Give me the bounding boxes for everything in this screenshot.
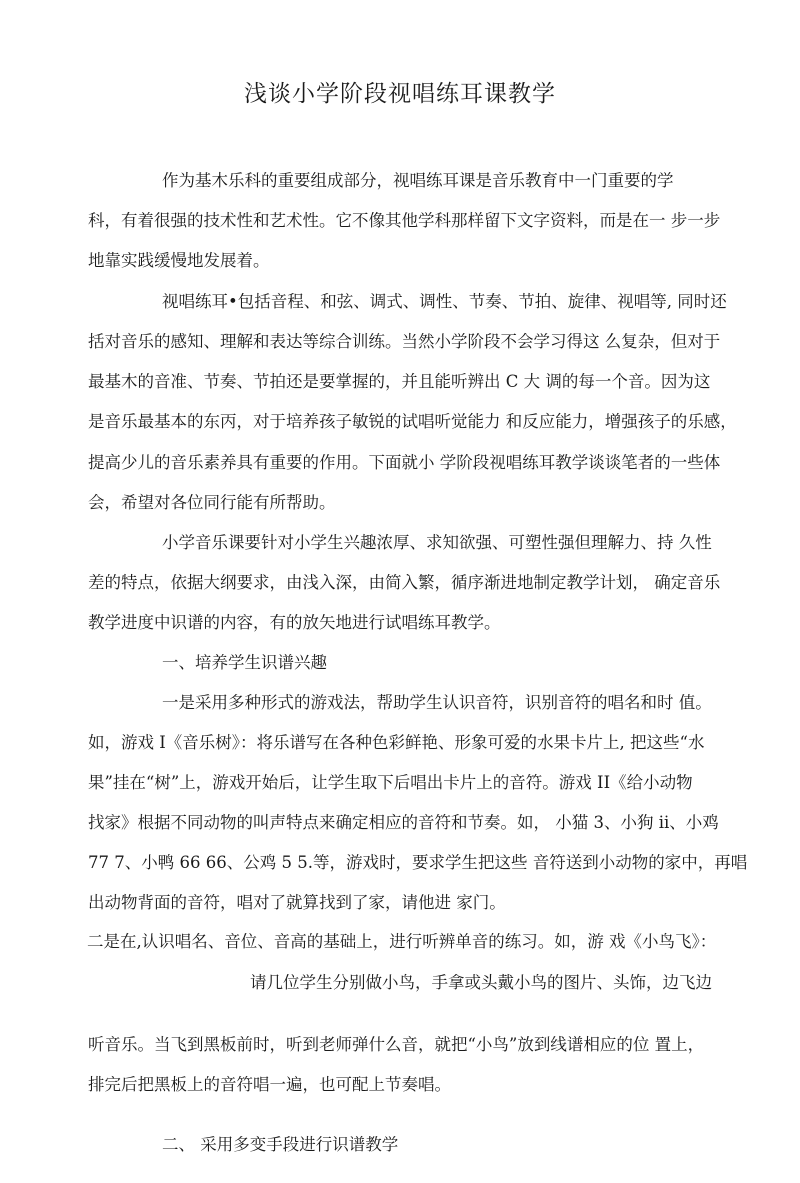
paragraph-line: 找家》根据不同动物的叫声特点来确定相应的音符和节奏。如， 小猫 3、小狗 ii、小鸡 (88, 813, 719, 832)
paragraph-line: 果”挂在“树”上，游戏开始后，让学生取下后唱出卡片上的音符。游戏 II《给小动物 (88, 773, 693, 792)
paragraph-line: 77 7、小鸭 66 66、公鸡 5 5.等，游戏时，要求学生把这些 音符送到小动物的家中，再唱 (88, 853, 748, 872)
paragraph-line: 如，游戏 I《音乐树》：将乐谱写在各种色彩鲜艳、形象可爱的水果卡片上, 把这些“水 (88, 733, 705, 752)
paragraph-line: 二是在,认识唱名、音位、音高的基础上，进行听辨单音的练习。如，游 戏《小鸟飞》： (87, 932, 717, 951)
paragraph-line: 一是采用多种形式的游戏法，帮助学生认识音符，识别音符的唱名和时 值。 (162, 693, 712, 712)
paragraph-line: 作为基木乐科的重要组成部分，视唱练耳课是音乐教育中一门重要的学 (162, 171, 674, 190)
paragraph-line: 听音乐。当飞到黑板前时，听到老师弹什么音，就把“小鸟”放到线谱相应的位 置上， (88, 1035, 705, 1054)
section-heading: 一、培养学生识谱兴趣 (162, 653, 327, 672)
document-title: 浅谈小学阶段视唱练耳课教学 (244, 81, 556, 107)
paragraph-line: 科，有着很强的技术性和艺术性。它不像其他学科那样留下文字资料，而是在一 步一步 (88, 211, 721, 230)
paragraph-line: 最基木的音准、节奏、节拍还是要掌握的，并且能听辨出 C 大 调的每一个音。因为这 (88, 372, 711, 391)
paragraph-line: 小学音乐课要针对小学生兴趣浓厚、求知欲强、可塑性强但理解力、持 久性 (162, 533, 712, 552)
paragraph-line: 教学进度中识谱的内容，有的放矢地进行试唱练耳教学。 (88, 613, 501, 632)
section-heading: 二、 采用多变手段进行识谱教学 (162, 1135, 399, 1154)
paragraph-line: 提高少儿的音乐素养具有重要的作用。下面就小 学阶段视唱练耳教学谈谈笔者的一些体 (88, 453, 721, 472)
paragraph-line: 排完后把黑板上的音符唱一遍，也可配上节奏唱。 (88, 1075, 451, 1094)
paragraph-line: 差的特点，依据大纲要求，由浅入深，由简入繁，循序渐进地制定教学计划， 确定音乐 (88, 573, 721, 592)
paragraph-line: 视唱练耳•包括音程、和弦、调式、调性、节奏、节拍、旋律、视唱等, 同时还 (162, 292, 727, 311)
paragraph-line: 地靠实践缓慢地发展着。 (88, 251, 270, 270)
paragraph-line: 括对音乐的感知、理解和表达等综合训练。当然小学阶段不会学习得这 么复杂，但对于 (88, 332, 721, 351)
paragraph-line: 请几位学生分别做小鸟，手拿或头戴小鸟的图片、头饰，边飞边 (250, 973, 712, 992)
paragraph-line: 会，希望对各位同行能有所帮助。 (88, 493, 336, 512)
paragraph-line: 是音乐最基本的东丙，对于培养孩子敏锐的试唱听觉能力 和反应能力，增强孩子的乐感， (88, 412, 737, 431)
paragraph-line: 出动物背面的音符，唱对了就算找到了家，请他进 家门。 (88, 893, 506, 912)
